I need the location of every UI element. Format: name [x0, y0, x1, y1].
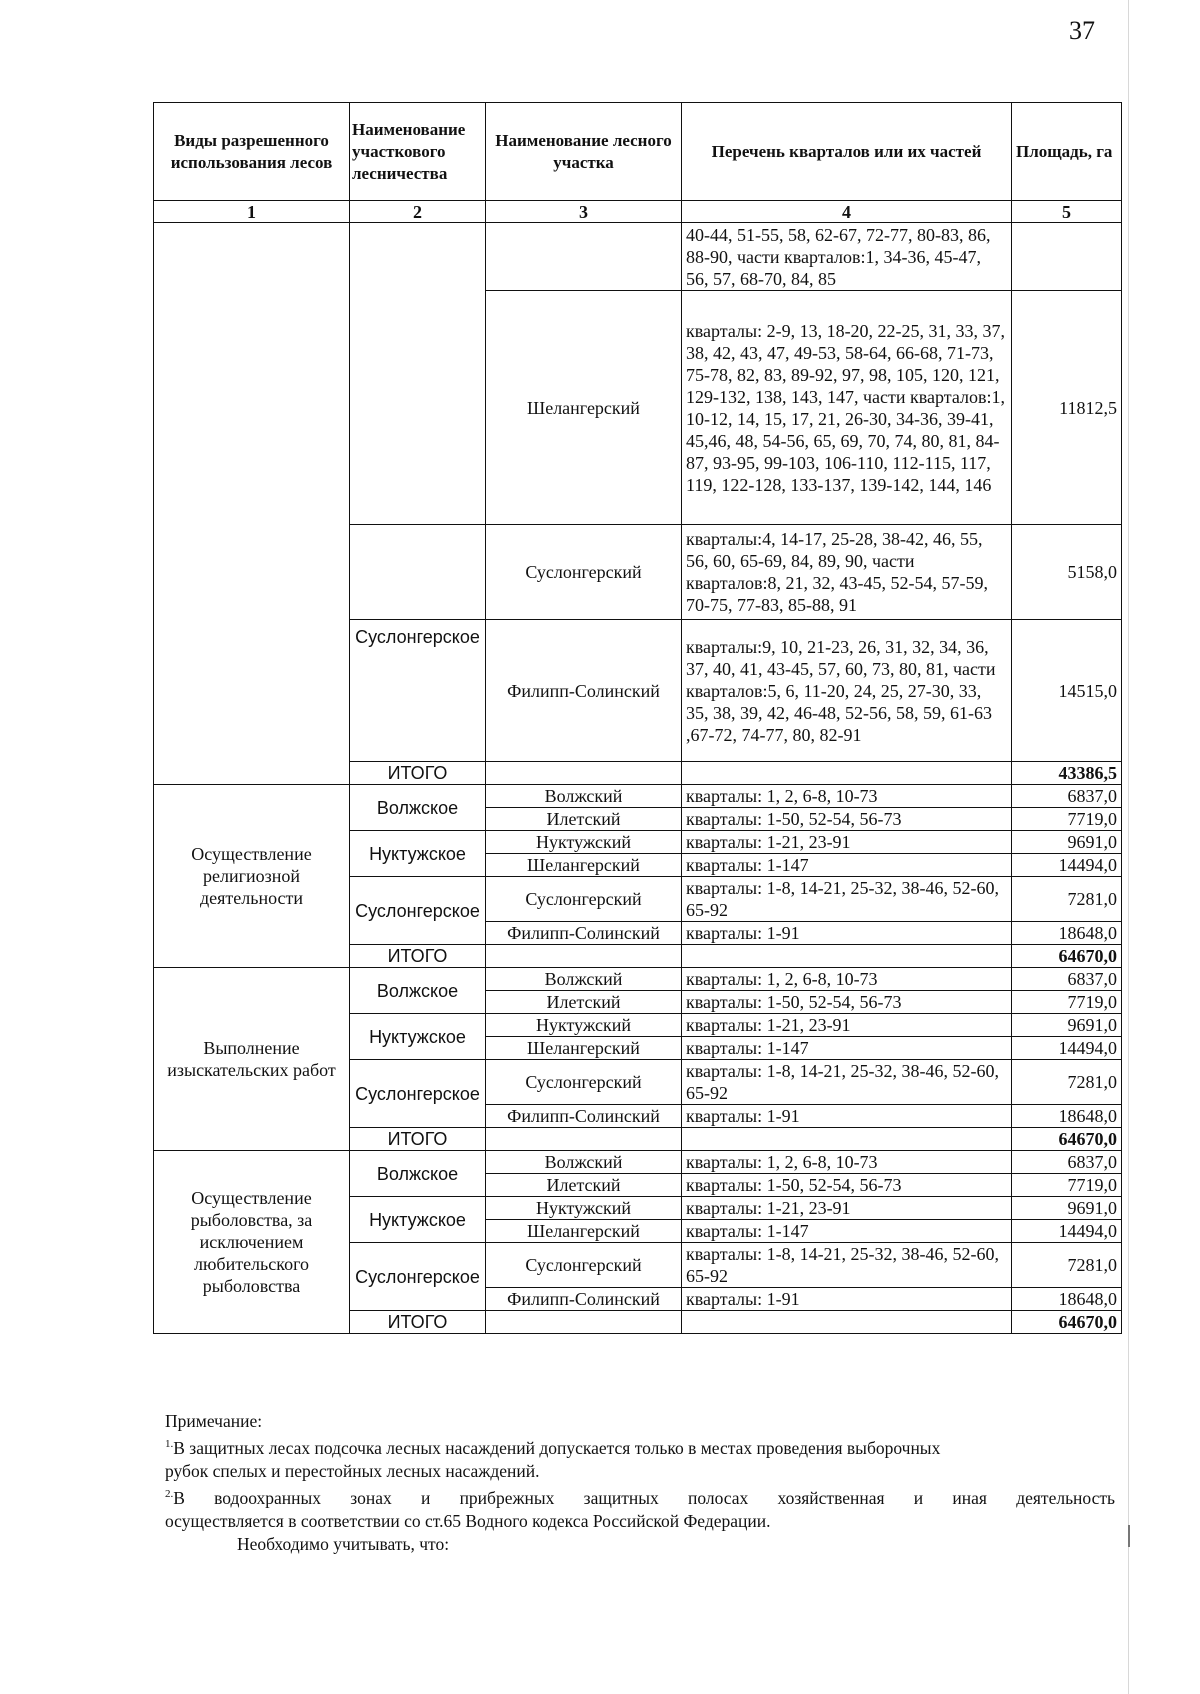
district-cell — [350, 968, 486, 1014]
quarters-cell: кварталы: 1-50, 52-54, 56-73 — [682, 991, 1012, 1014]
forest-plot-cell: Шелангерский — [486, 291, 682, 525]
note-1-line-2: рубок спелых и перестойных лесных насаждений. — [165, 1460, 540, 1481]
forest-plot-cell: Шелангерский — [486, 1220, 682, 1243]
quarters-cell: кварталы: 1, 2, 6-8, 10-73 — [682, 1151, 1012, 1174]
col-number: 5 — [1012, 201, 1122, 223]
district-cell — [350, 785, 486, 831]
district-cell — [350, 620, 486, 762]
total-value: 64670,0 — [1012, 1311, 1122, 1334]
district-cell — [350, 1060, 486, 1128]
area-cell: 18648,0 — [1012, 1105, 1122, 1128]
header-district: Наименование участкового лесничества — [350, 103, 486, 201]
forest-plot-cell: Волжский — [486, 968, 682, 991]
empty-cell — [486, 1311, 682, 1334]
forest-plot-cell: Суслонгерский — [486, 1060, 682, 1105]
total-label: ИТОГО — [350, 1311, 486, 1334]
district-cell — [350, 831, 486, 877]
district-cell — [350, 1243, 486, 1311]
area-cell: 7719,0 — [1012, 991, 1122, 1014]
forest-plot-cell: Суслонгерский — [486, 525, 682, 620]
total-label: ИТОГО — [350, 1128, 486, 1151]
header-use-type: Виды разрешенного использования лесов — [154, 103, 350, 201]
area-cell: 7719,0 — [1012, 1174, 1122, 1197]
col-number: 1 — [154, 201, 350, 223]
note-1 — [165, 1433, 1115, 1460]
forest-plot-cell: Филипп-Солинский — [486, 620, 682, 762]
quarters-cell: кварталы: 1-50, 52-54, 56-73 — [682, 808, 1012, 831]
quarters-cell: кварталы: 1-8, 14-21, 25-32, 38-46, 52-60, 65-92 — [682, 877, 1012, 922]
area-cell: 14494,0 — [1012, 1037, 1122, 1060]
column-numbers-row — [154, 201, 1122, 223]
table-row — [154, 785, 1122, 808]
quarters-cell: кварталы: 1-147 — [682, 1037, 1012, 1060]
forest-plot-cell: Филипп-Солинский — [486, 1288, 682, 1311]
district-label: Волжское — [376, 797, 459, 818]
quarters-cell: кварталы: 1-8, 14-21, 25-32, 38-46, 52-60, 65-92 — [682, 1243, 1012, 1288]
forest-plot-cell: Нуктужский — [486, 1014, 682, 1037]
quarters-cell: кварталы: 1-147 — [682, 1220, 1012, 1243]
note-2 — [165, 1483, 1115, 1510]
district-cell — [350, 1151, 486, 1197]
forest-plot-cell: Филипп-Солинский — [486, 1105, 682, 1128]
area-cell: 7281,0 — [1012, 1060, 1122, 1105]
area-cell: 6837,0 — [1012, 785, 1122, 808]
area-cell: 18648,0 — [1012, 1288, 1122, 1311]
district-cell — [350, 223, 486, 525]
sections-body — [154, 785, 1122, 1334]
note-2-line-2: осуществляется в соответствии со ст.65 Водного кодекса Российской Федерации. — [165, 1510, 771, 1531]
forest-plot-cell: Шелангерский — [486, 854, 682, 877]
forest-plot-cell: Нуктужский — [486, 1197, 682, 1220]
quarters-cell: кварталы: 1, 2, 6-8, 10-73 — [682, 968, 1012, 991]
use-type-cell — [154, 223, 350, 785]
total-value: 64670,0 — [1012, 1128, 1122, 1151]
forest-use-table — [153, 102, 1122, 1334]
table-row — [154, 1151, 1122, 1174]
table-header-row — [154, 103, 1122, 201]
use-type-cell: Осуществление рыболовства, за исключением любительского рыболовства — [154, 1151, 350, 1334]
area-cell: 5158,0 — [1012, 525, 1122, 620]
district-label: Нуктужское — [369, 1209, 466, 1230]
district-cell — [350, 877, 486, 945]
area-cell: 14494,0 — [1012, 1220, 1122, 1243]
forest-plot-cell: Илетский — [486, 991, 682, 1014]
scan-edge-line — [1128, 0, 1129, 1694]
quarters-cell: кварталы: 1-21, 23-91 — [682, 1197, 1012, 1220]
empty-cell — [682, 1128, 1012, 1151]
district-label: Суслонгерское — [355, 1266, 480, 1287]
area-cell: 9691,0 — [1012, 1014, 1122, 1037]
area-cell: 9691,0 — [1012, 1197, 1122, 1220]
notes-block — [165, 1410, 1115, 1556]
total-label: ИТОГО — [350, 945, 486, 968]
district-cell — [350, 1014, 486, 1060]
table-row — [154, 223, 1122, 291]
header-quarters: Перечень кварталов или их частей — [682, 103, 1012, 201]
header-forest-plot: Наименование лесного участка — [486, 103, 682, 201]
area-cell: 14515,0 — [1012, 620, 1122, 762]
district-label: Суслонгерское — [355, 900, 480, 921]
forest-plot-cell: Суслонгерский — [486, 877, 682, 922]
quarters-cell: кварталы: 1-21, 23-91 — [682, 1014, 1012, 1037]
area-cell: 6837,0 — [1012, 968, 1122, 991]
quarters-cell: кварталы: 1-8, 14-21, 25-32, 38-46, 52-60, 65-92 — [682, 1060, 1012, 1105]
quarters-cell: кварталы: 1-21, 23-91 — [682, 831, 1012, 854]
quarters-cell: кварталы: 1-91 — [682, 1288, 1012, 1311]
note-1-line-1: В защитных лесах подсочка лесных насаждений допускается только в местах проведения выборочных — [173, 1437, 941, 1458]
forest-plot-cell: Илетский — [486, 1174, 682, 1197]
header-area: Площадь, га — [1012, 103, 1122, 201]
empty-cell — [486, 762, 682, 785]
note-1-marker: 1. — [165, 1438, 174, 1450]
quarters-cell: 40-44, 51-55, 58, 62-67, 72-77, 80-83, 86, 88-90, части кварталов:1, 34-36, 45-47, 56, 57, 68-70, 84, 85 — [682, 223, 1012, 291]
col-number: 2 — [350, 201, 486, 223]
forest-plot-cell: Шелангерский — [486, 1037, 682, 1060]
forest-plot-cell — [486, 223, 682, 291]
district-label: Волжское — [376, 980, 459, 1001]
empty-cell — [682, 762, 1012, 785]
notes-title: Примечание: — [165, 1411, 263, 1431]
empty-cell — [682, 1311, 1012, 1334]
district-label: Нуктужское — [369, 1026, 466, 1047]
area-cell: 7281,0 — [1012, 1243, 1122, 1288]
empty-cell — [486, 1128, 682, 1151]
district-label: Волжское — [376, 1163, 459, 1184]
area-cell: 11812,5 — [1012, 291, 1122, 525]
col-number: 4 — [682, 201, 1012, 223]
quarters-cell: кварталы:4, 14-17, 25-28, 38-42, 46, 55, 56, 60, 65-69, 84, 89, 90, части кварталов:8, 21, 32, 43-45, 52-54, 57-59, 70-75, 77-83, 85-88, 91 — [682, 525, 1012, 620]
note-2-marker: 2. — [165, 1487, 174, 1500]
area-cell: 7281,0 — [1012, 877, 1122, 922]
district-cell — [350, 525, 486, 620]
district-label: Суслонгерское — [355, 627, 480, 647]
quarters-cell: кварталы: 1-147 — [682, 854, 1012, 877]
table-row — [154, 968, 1122, 991]
quarters-cell: кварталы: 1-50, 52-54, 56-73 — [682, 1174, 1012, 1197]
quarters-cell: кварталы: 2-9, 13, 18-20, 22-25, 31, 33, 37, 38, 42, 43, 47, 49-53, 58-64, 66-68, 71-73, 75-78, 82, 83, 89-92, 97, 98, 105, 120, 121, 129-132, 138, 143, 147, части кварталов:1, 10-12, 14, 15, 17, 21, 26-30, 34-36, 39-41, 45,46, 48, 54-56, 65, 69, 70, 74, 80, 81, 84-87, 93-95, 99-103, 106-110, 112-115, 117, 119, 122-128, 133-137, 139-142, 144, 146 — [682, 291, 1012, 525]
use-type-cell: Осуществление религиозной деятельности — [154, 785, 350, 968]
forest-plot-cell: Нуктужский — [486, 831, 682, 854]
area-cell: 14494,0 — [1012, 854, 1122, 877]
district-cell — [350, 1197, 486, 1243]
empty-cell — [682, 945, 1012, 968]
area-cell: 6837,0 — [1012, 1151, 1122, 1174]
forest-plot-cell: Филипп-Солинский — [486, 922, 682, 945]
forest-plot-cell: Илетский — [486, 808, 682, 831]
total-value: 64670,0 — [1012, 945, 1122, 968]
area-cell: 7719,0 — [1012, 808, 1122, 831]
forest-plot-cell: Волжский — [486, 1151, 682, 1174]
quarters-cell: кварталы:9, 10, 21-23, 26, 31, 32, 34, 36, 37, 40, 41, 43-45, 57, 60, 73, 80, 81, части кварталов:5, 6, 11-20, 24, 25, 27-30, 33, 35, 38, 39, 42, 46-48, 52-56, 58, 59, 61-63 ,67-72, 74-77, 80, 82-91 — [682, 620, 1012, 762]
notes-final-line: Необходимо учитывать, что: — [237, 1533, 450, 1554]
quarters-cell: кварталы: 1, 2, 6-8, 10-73 — [682, 785, 1012, 808]
area-cell: 18648,0 — [1012, 922, 1122, 945]
forest-plot-cell: Суслонгерский — [486, 1243, 682, 1288]
area-cell: 9691,0 — [1012, 831, 1122, 854]
quarters-cell: кварталы: 1-91 — [682, 922, 1012, 945]
scan-edge-mark — [1128, 1525, 1130, 1547]
quarters-cell: кварталы: 1-91 — [682, 1105, 1012, 1128]
page-number: 37 — [1069, 16, 1095, 45]
district-label: Суслонгерское — [355, 1083, 480, 1104]
use-type-cell: Выполнение изыскательских работ — [154, 968, 350, 1151]
district-label: Нуктужское — [369, 843, 466, 864]
note-2-line-1: В водоохранных зонах и прибрежных защитных полосах хозяйственная и иная деятельность — [173, 1487, 1115, 1508]
area-cell — [1012, 223, 1122, 291]
total-value: 43386,5 — [1012, 762, 1122, 785]
empty-cell — [486, 945, 682, 968]
forest-plot-cell: Волжский — [486, 785, 682, 808]
col-number: 3 — [486, 201, 682, 223]
total-label: ИТОГО — [350, 762, 486, 785]
